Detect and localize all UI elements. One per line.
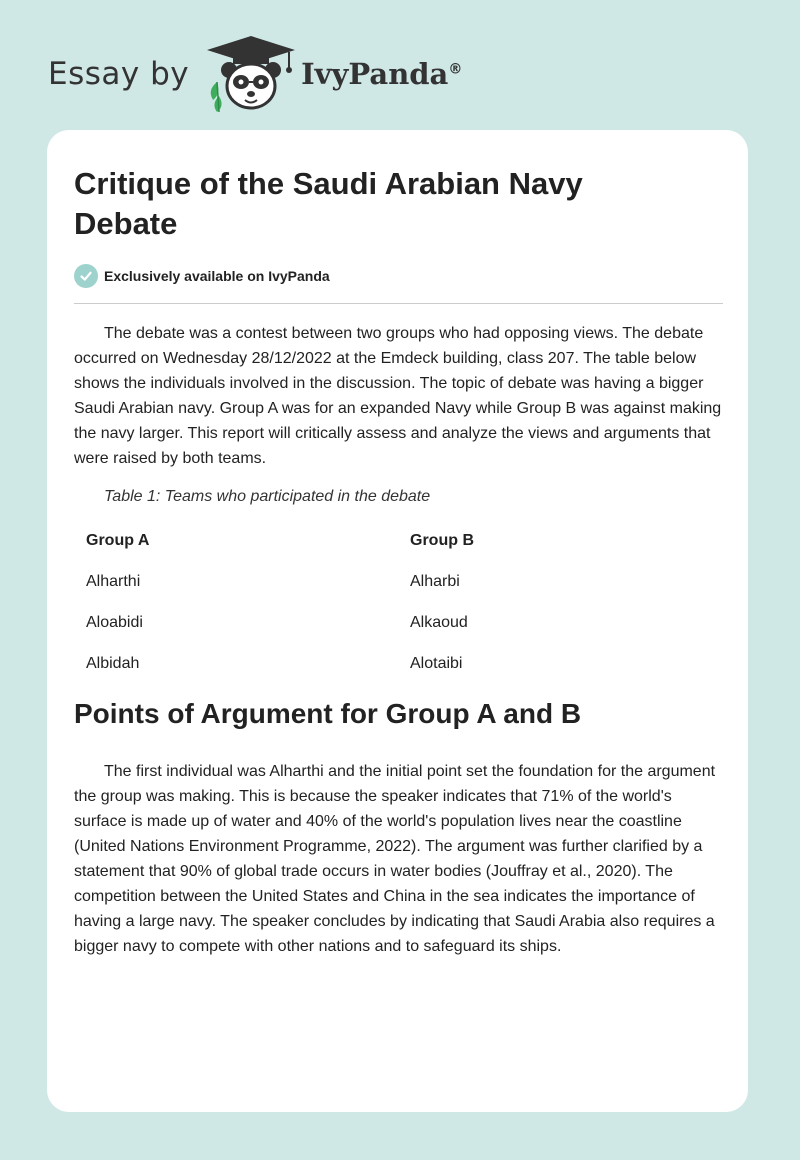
brand-prefix: Essay by: [48, 56, 190, 92]
panda-logo-icon[interactable]: [203, 34, 299, 114]
essay-card: [47, 130, 748, 1112]
brand-name: [301, 57, 462, 91]
teams-table: [74, 520, 722, 684]
section-paragraph: The first individual was Alharthi and the initial point set the foundation for the argument the group was making. This is because the speaker indicates that 71% of the world's surface is made up of water and 40% of the world's population lives near the coastline (United Nations Environment Programme, 2022). The argument was further clarified by a statement that 90% of global trade occurs in water bodies (Jouffray et al., 2020). The competition between the United States and China in the sea indicates the importance of having a large navy. The speaker concludes by indicating that Saudi Arabia also requires a bigger navy to compete with other nations and to safeguard its ships.: [74, 763, 716, 955]
page-title: Critique of the Saudi Arabian Navy Debate: [74, 166, 583, 241]
table-cell: Alkaoud: [410, 613, 468, 631]
exclusive-badge: [74, 264, 330, 288]
table-header-cell: Group B: [410, 531, 474, 549]
check-icon: [74, 264, 98, 288]
registered-mark: ®: [448, 61, 463, 78]
intro-paragraph: The debate was a contest between two groups who had opposing views. The debate occurred on Wednesday 28/12/2022 at the Emdeck building, class 207. The table below shows the individuals involved in the discussion. The topic of debate was having a bigger Saudi Arabian navy. Group A was for an expanded Navy while Group B was against making the navy larger. This report will critically assess and analyze the views and arguments that were raised by both teams.: [74, 325, 722, 467]
table-cell: Alotaibi: [410, 654, 463, 672]
table-row: [74, 643, 722, 684]
divider: [74, 303, 723, 304]
table-header-cell: Group A: [86, 531, 150, 549]
brand-header: [48, 34, 462, 114]
section-heading: Points of Argument for Group A and B: [74, 698, 582, 729]
table-cell: Alharthi: [86, 572, 141, 590]
exclusive-text: Exclusively available on IvyPanda: [104, 268, 330, 284]
table-row: [74, 561, 722, 602]
table-cell: Albidah: [86, 654, 140, 672]
table-cell: Alharbi: [410, 572, 460, 590]
table-cell: Aloabidi: [86, 613, 143, 631]
table-caption: Table 1: Teams who participated in the debate: [104, 488, 431, 505]
table-header-row: [74, 520, 722, 561]
brand-name-text: IvyPanda: [301, 57, 449, 91]
table-row: [74, 602, 722, 643]
